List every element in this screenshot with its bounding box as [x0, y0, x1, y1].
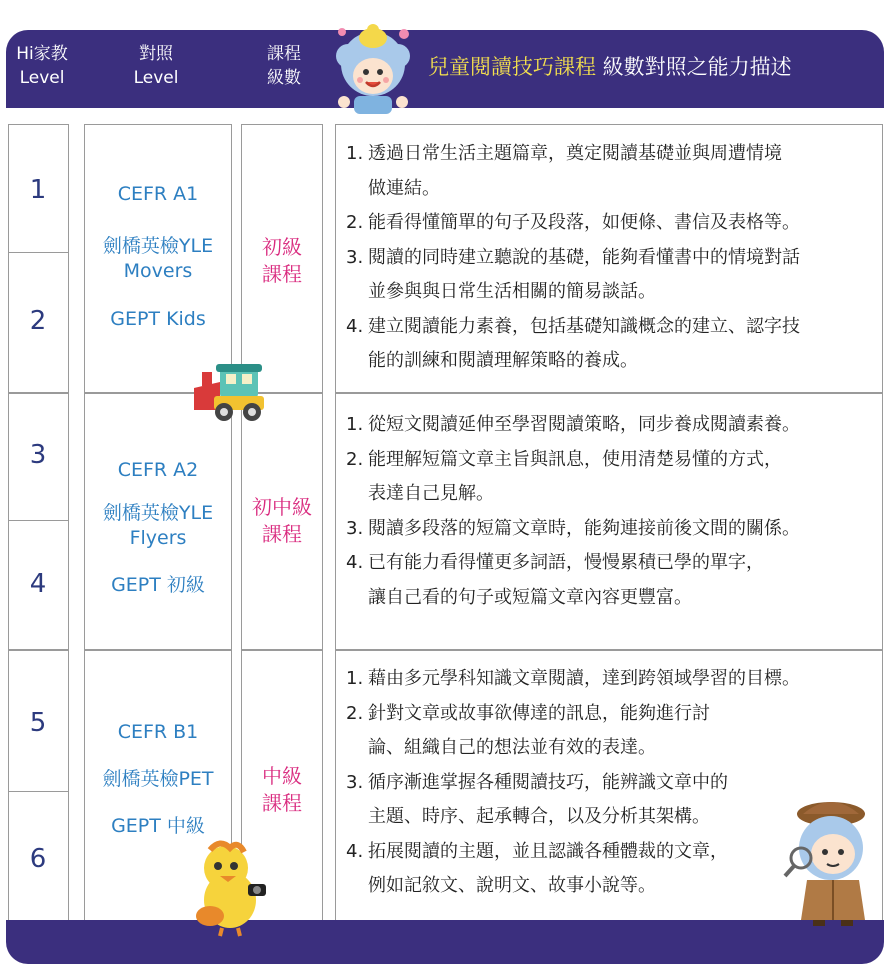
detective-mascot-icon: [775, 796, 883, 928]
desc-list-1: [346, 137, 866, 379]
header-banner: [6, 30, 884, 108]
toy-train-icon: [190, 362, 272, 424]
list-item: 3. 閱讀多段落的短篇文章時，能夠連接前後文間的關係。: [346, 517, 800, 539]
level-number: 2: [29, 306, 47, 336]
bird-mascot-icon: [180, 838, 280, 938]
list-item: 1. 從短文閱讀延伸至學習閱讀策略，同步養成閱讀素養。: [346, 414, 800, 435]
level-number: 5: [29, 708, 47, 738]
list-item: 1. 藉由多元學科知識文章閱讀，達到跨領域學習的目標。: [346, 668, 800, 689]
mapping-group-1: CEFR A1 劍橋英檢YLE Movers GEPT Kids: [102, 183, 214, 330]
mapping-group-3: CEFR B1 劍橋英檢PET GEPT 中級: [102, 721, 214, 837]
list-item: 4. 拓展閱讀的主題，並且認識各種體裁的文章， 例如記敘文、說明文、故事小說等。: [346, 840, 728, 896]
title-highlight: 兒童閱讀技巧課程: [428, 55, 596, 79]
header-course-level: 課程 級數: [267, 44, 301, 88]
girl-mascot-icon: [328, 22, 418, 118]
level-number: 4: [29, 569, 47, 599]
level-number: 1: [29, 175, 47, 205]
list-item: 4. 建立閱讀能力素養，包括基礎知識概念的建立、認字技 能的訓練和閱讀理解策略的養成。: [346, 315, 800, 371]
course-group-1: 初級 課程: [262, 235, 302, 286]
list-item: 2. 針對文章或故事欲傳達的訊息，能夠進行討 論、組織自己的想法並有效的表達。: [346, 702, 710, 758]
page-title: [428, 52, 792, 82]
list-item: 3. 循序漸進掌握各種閱讀技巧，能辨識文章中的 主題、時序、起承轉合，以及分析其架構。: [346, 771, 728, 827]
desc-list-2: [346, 408, 866, 615]
course-group-2: 初中級 課程: [252, 495, 312, 546]
level-number: 3: [29, 440, 47, 470]
list-item: 2. 能理解短篇文章主旨與訊息，使用清楚易懂的方式， 表達自己見解。: [346, 448, 782, 504]
title-rest: 級數對照之能力描述: [596, 55, 792, 79]
list-item: 3. 閱讀的同時建立聽說的基礎，能夠看懂書中的情境對話 並參與與日常生活相關的簡易談話。: [346, 246, 800, 302]
level-number: 6: [29, 844, 47, 874]
header-hi-level: Hi家教 Level: [16, 44, 68, 88]
list-item: 4. 已有能力看得懂更多詞語，慢慢累積已學的單字， 讓自己看的句子或短篇文章內容更豐富。: [346, 552, 764, 608]
header-mapping-level: 對照 Level: [133, 44, 179, 88]
footer-banner: [6, 920, 884, 964]
list-item: 1. 透過日常生活主題篇章，奠定閱讀基礎並與周遭情境 做連結。: [346, 143, 782, 199]
list-item: 2. 能看得懂簡單的句子及段落，如便條、書信及表格等。: [346, 212, 800, 233]
course-group-3: 中級 課程: [262, 764, 302, 815]
mapping-group-2: CEFR A2 劍橋英檢YLE Flyers GEPT 初級: [102, 459, 214, 596]
